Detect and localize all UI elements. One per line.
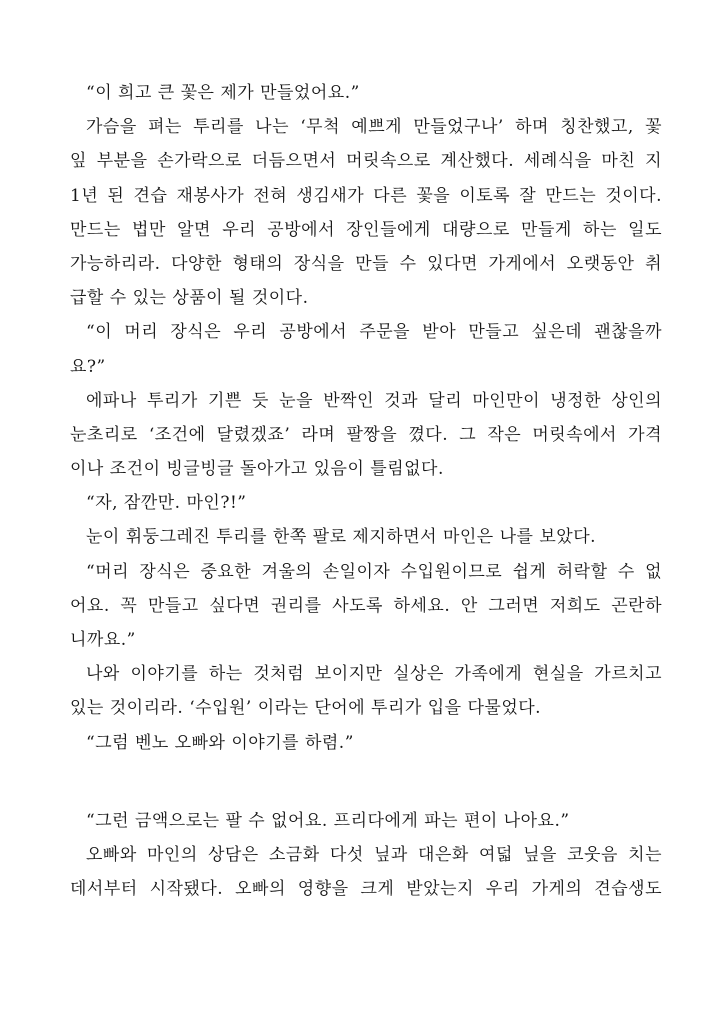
text-line: 급할 수 있는 상품이 될 것이다. (70, 288, 309, 309)
text-line: 가슴을 펴는 투리를 나는 ‘무척 예쁘게 만들었구나’ 하며 칭찬했고, 꽃 (86, 117, 662, 138)
text-line: 에파나 투리가 기쁜 듯 눈을 반짝인 것과 달리 마인만이 냉정한 상인의 (86, 390, 662, 411)
paragraph (70, 384, 662, 487)
text-line: “이 머리 장식은 우리 공방에서 주문을 받아 만들고 싶은데 괜찮을까 (86, 322, 662, 343)
text-line: “이 희고 큰 꽃은 제가 만들었어요.” (86, 83, 360, 103)
text-line: 눈이 휘둥그레진 투리를 한쪽 팔로 제지하면서 마인은 나를 보았다. (86, 527, 597, 548)
text-line: 오빠와 마인의 상담은 소금화 다섯 닢과 대은화 여덟 닢을 코웃음 치는 (86, 844, 662, 865)
text-line: 가능하리라. 다양한 형태의 장식을 만들 수 있다면 가게에서 오랫동안 취 (70, 253, 662, 274)
paragraph (70, 315, 662, 383)
paragraph (70, 110, 662, 315)
text-line: 요?” (70, 356, 106, 377)
text-line: 만드는 법만 알면 우리 공방에서 장인들에게 대량으로 만들게 하는 일도 (70, 219, 662, 240)
text-line: 있는 것이리라. ‘수입원’ 이라는 단어에 투리가 입을 다물었다. (70, 698, 542, 719)
paragraph (70, 76, 662, 110)
text-line: 잎 부분을 손가락으로 더듬으면서 머릿속으로 계산했다. 세례식을 마친 지 (70, 151, 662, 172)
paragraph (70, 555, 662, 658)
paragraph (70, 657, 662, 725)
text-line: “머리 장식은 중요한 겨울의 손일이자 수입원이므로 쉽게 허락할 수 없 (86, 561, 662, 582)
text-line: 데서부터 시작됐다. 오빠의 영향을 크게 받았는지 우리 가게의 견습생도 (70, 879, 662, 900)
text-line: 눈초리로 ‘조건에 달렸겠죠’ 라며 팔짱을 꼈다. 그 작은 머릿속에서 가격 (70, 424, 662, 445)
paragraph (70, 520, 662, 554)
text-line: “자, 잠깐만. 마인?!” (86, 493, 247, 514)
text-line: “그럼 벤노 오빠와 이야기를 하렴.” (86, 732, 354, 753)
paragraph (70, 726, 662, 760)
paragraph (70, 838, 662, 906)
text-line: 이나 조건이 빙글빙글 돌아가고 있음이 틀림없다. (70, 459, 444, 480)
text-line: 니까요.” (70, 630, 136, 650)
paragraph (70, 486, 662, 520)
document-page (70, 76, 662, 906)
text-line: 1년 된 견습 재봉사가 전혀 생김새가 다른 꽃을 이토록 잘 만드는 것이다. (70, 185, 662, 206)
scene-break (70, 760, 662, 804)
text-line: 어요. 꼭 만들고 싶다면 권리를 사도록 하세요. 안 그러면 저희도 곤란하 (70, 595, 662, 616)
text-line: 나와 이야기를 하는 것처럼 보이지만 실상은 가족에게 현실을 가르치고 (86, 664, 662, 685)
text-line: “그런 금액으로는 팔 수 없어요. 프리다에게 파는 편이 나아요.” (86, 810, 570, 831)
paragraph (70, 804, 662, 838)
